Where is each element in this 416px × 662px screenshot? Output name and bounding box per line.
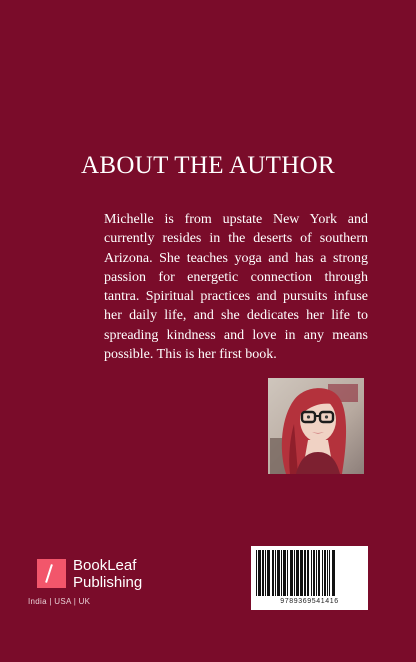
barcode <box>251 546 368 610</box>
barcode-bars <box>255 550 364 596</box>
author-photo <box>268 378 364 474</box>
publisher-name-line2: Publishing <box>73 574 143 591</box>
author-bio: Michelle is from upstate New York and currently resides in the deserts of southern Arizona. She teaches yoga and has a strong passion for energetic connection through tantra. Spiritual practices and pursuits infuse her daily life, and she dedicates her life to spreading kindness and love in any means possible. This is her first book. <box>104 212 368 363</box>
slash-logo-icon <box>37 559 66 588</box>
publisher-name <box>73 557 142 591</box>
publisher-name-line1: BookLeaf <box>73 557 137 574</box>
isbn-number: 9789369541416 <box>280 598 339 605</box>
page-title: ABOUT THE AUTHOR <box>81 152 335 179</box>
publisher-regions: India | USA | UK <box>28 597 91 606</box>
author-portrait-icon <box>268 378 364 474</box>
